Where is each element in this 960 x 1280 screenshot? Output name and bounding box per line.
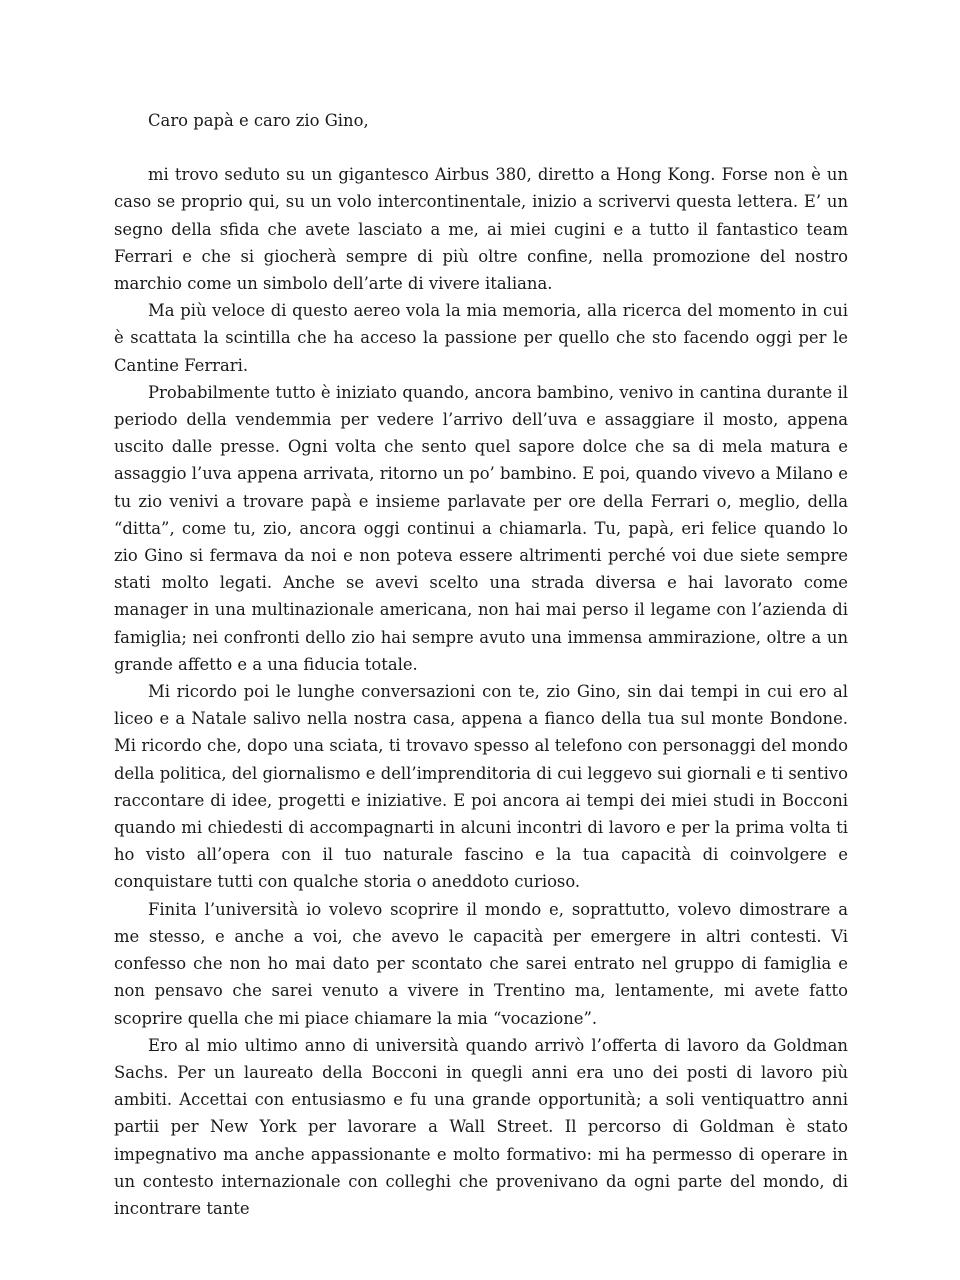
paragraph: Mi ricordo poi le lunghe conversazioni con te, zio Gino, sin dai tempi in cui ero al liceo e a Natale salivo nella nostra casa, appena a fianco della tua sul monte Bondone. Mi ricordo che, dopo una sciata, ti trovavo spesso al telefono con personaggi del mondo della politica, del giornalismo e dell’imprenditoria di cui leggevo sui giornali e ti sentivo raccontare di idee, progetti e iniziative. E poi ancora ai tempi dei miei studi in Bocconi quando mi chiedesti di accompagnarti in alcuni incontri di lavoro e per la prima volta ti ho visto all’opera con il tuo naturale fascino e la tua capacità di coinvolgere e conquistare tutti con qualche storia o aneddoto curioso. bbox=[114, 682, 848, 892]
letter-salutation: Caro papà e caro zio Gino, bbox=[148, 111, 369, 130]
paragraph: Probabilmente tutto è iniziato quando, ancora bambino, venivo in cantina durante il periodo della vendemmia per vedere l’arrivo dell’uva e assaggiare il mosto, appena uscito dalle presse. Ogni volta che sento quel sapore dolce che sa di mela matura e assaggio l’uva appena arrivata, ritorno un po’ bambino. E poi, quando vivevo a Milano e tu zio venivi a trovare papà e insieme parlavate per ore della Ferrari o, meglio, della “ditta”, come tu, zio, ancora oggi continui a chiamarla. Tu, papà, eri felice quando lo zio Gino si fermava da noi e non poteva essere altrimenti perché voi due siete sempre stati molto legati. Anche se avevi scelto una strada diversa e hai lavorato come manager in una multinazionale americana, non hai mai perso il legame con l’azienda di famiglia; nei confronti dello zio hai sempre avuto una immensa ammirazione, oltre a un grande affetto e a una fiducia totale. bbox=[114, 382, 848, 674]
paragraph: Finita l’università io volevo scoprire il mondo e, soprattutto, volevo dimostrare a me stesso, e anche a voi, che avevo le capacità per emergere in altri contesti. Vi confesso che non ho mai dato per scontato che sarei entrato nel gruppo di famiglia e non pensavo che sarei venuto a vivere in Trentino ma, lentamente, mi avete fatto scoprire quella che mi piace chiamare la mia “vocazione”. bbox=[114, 899, 848, 1028]
letter-body bbox=[114, 107, 848, 1222]
paragraph: mi trovo seduto su un gigantesco Airbus 380, diretto a Hong Kong. Forse non è un caso se proprio qui, su un volo intercontinentale, inizio a scrivervi questa lettera. E’ un segno della sfida che avete lasciato a me, ai miei cugini e a tutto il fantastico team Ferrari e che si giocherà sempre di più oltre confine, nella promozione del nostro marchio come un simbolo dell’arte di vivere italiana. bbox=[114, 165, 848, 294]
paragraph: Ero al mio ultimo anno di università quando arrivò l’offerta di lavoro da Goldman Sachs. Per un laureato della Bocconi in quegli anni era uno dei posti di lavoro più ambiti. Accettai con entusiasmo e fu una grande opportunità; a soli ventiquattro anni partii per New York per lavorare a Wall Street. Il percorso di Goldman è stato impegnativo ma anche appassionante e molto formativo: mi ha permesso di operare in un contesto internazionale con colleghi che provenivano da ogni parte del mondo, di incontrare tante bbox=[114, 1035, 848, 1218]
paragraph: Ma più veloce di questo aereo vola la mia memoria, alla ricerca del momento in cui è scattata la scintilla che ha acceso la passione per quello che sto facendo oggi per le Cantine Ferrari. bbox=[114, 301, 848, 375]
